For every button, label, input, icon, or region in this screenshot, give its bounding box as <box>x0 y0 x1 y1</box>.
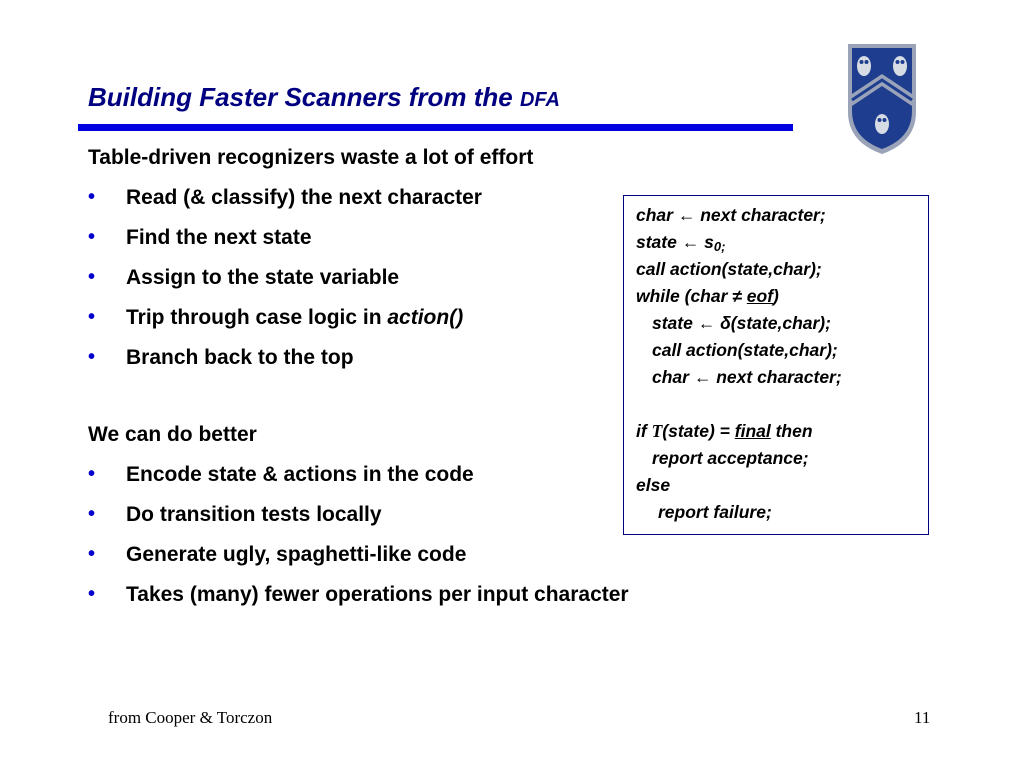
code-line: while (char ≠ eof) <box>636 286 779 306</box>
bullet-dot-icon: • <box>88 583 96 605</box>
heading-we-can-do-better: We can do better <box>88 423 257 446</box>
bullet-dot-icon: • <box>88 266 96 288</box>
code-line: char ← next character; <box>652 367 842 387</box>
bullet-dot-icon: • <box>88 226 96 248</box>
delta-symbol: δ <box>720 313 731 333</box>
title-rule <box>78 124 793 131</box>
left-arrow-icon: ← <box>697 313 716 333</box>
code-line: else <box>636 475 671 495</box>
code-line: call action(state,char); <box>636 259 822 279</box>
not-equal-icon: ≠ <box>732 286 742 306</box>
code-line: char ← next character; <box>636 205 826 225</box>
bullet-dot-icon: • <box>88 186 96 208</box>
code-line: report acceptance; <box>652 448 809 468</box>
code-line: call action(state,char); <box>652 340 838 360</box>
bullet-dot-icon: • <box>88 346 96 368</box>
code-line: state ← $s_{0;}$ <box>636 232 726 254</box>
code-line: report failure; <box>658 502 772 522</box>
action-func-text: action() <box>387 306 464 329</box>
left-arrow-icon: ← <box>677 205 696 225</box>
code-line: state ← δ(state,char); <box>652 313 831 333</box>
left-arrow-icon: ← <box>681 232 700 252</box>
slide-title-main: Building Faster Scanners from the <box>88 82 513 112</box>
bullet-dot-icon: • <box>88 543 96 565</box>
bullet-dot-icon: • <box>88 306 96 328</box>
slide-title-suffix: DFA <box>519 89 560 111</box>
code-box <box>623 195 929 535</box>
T-symbol: T <box>651 421 663 441</box>
page-number: 11 <box>914 708 931 727</box>
left-arrow-icon: ← <box>693 367 712 387</box>
footer-credit: from Cooper & Torczon <box>108 708 273 727</box>
slide-title <box>88 82 560 113</box>
shield-crest-icon <box>846 42 918 156</box>
bullet-dot-icon: • <box>88 463 96 485</box>
code-line: if T(state) = final then <box>636 421 813 441</box>
bullet-dot-icon: • <box>88 503 96 525</box>
heading-table-driven: Table-driven recognizers waste a lot of effort <box>88 146 534 169</box>
